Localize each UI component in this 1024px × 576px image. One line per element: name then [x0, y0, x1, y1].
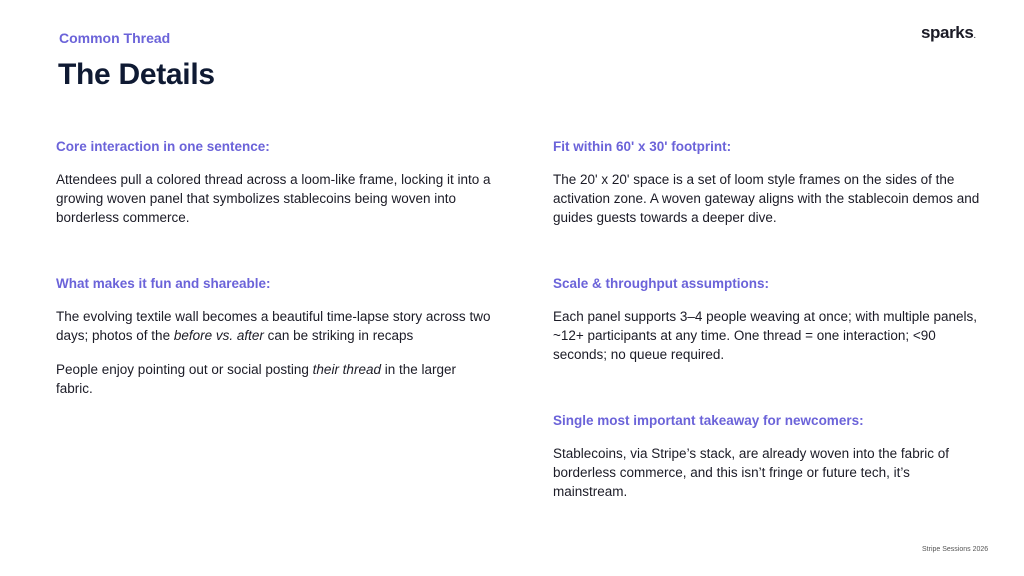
sparks-logo: [921, 23, 976, 43]
text-emphasis: before vs. after: [173, 328, 264, 343]
section-text: Stablecoins, via Stripe’s stack, are already woven into the fabric of borderless commerce, and this isn’t fringe or future tech, it’s mainstream.: [553, 446, 949, 499]
page-title: The Details: [58, 58, 215, 91]
logo-mark: .: [973, 30, 977, 41]
section-text: The 20' x 20' space is a set of loom style frames on the sides of the activation zone. A woven gateway aligns with the stablecoin demos and guides guests towards a deeper dive.: [553, 172, 980, 225]
text-run: in the larger fabric.: [56, 362, 457, 396]
text-emphasis: their thread: [312, 362, 381, 377]
text-run: People enjoy pointing out or social posting: [56, 362, 313, 377]
section-heading: Core interaction in one sentence:: [56, 139, 270, 154]
eyebrow-label: Common Thread: [59, 30, 171, 46]
logo-text: sparks: [921, 23, 974, 42]
section-text: Attendees pull a colored thread across a loom-like frame, locking it into a growing woven panel that symbolizes stablecoins being woven into borderless commerce.: [56, 172, 491, 225]
text-run: can be striking in recaps: [263, 328, 414, 343]
footer-label: Stripe Sessions 2026: [922, 546, 989, 553]
section-scale-throughput: [553, 276, 983, 379]
section-text: Each panel supports 3–4 people weaving at once; with multiple panels, ~12+ participants at any time. One thread = one interaction; <90 seconds; no queue required.: [553, 309, 978, 362]
text-run: The evolving textile wall becomes a beautiful time-lapse story across two days; photos of the: [56, 309, 491, 343]
section-heading: Single most important takeaway for newcomers:: [553, 413, 864, 428]
section-heading: Scale & throughput assumptions:: [553, 276, 770, 291]
section-heading: What makes it fun and shareable:: [56, 276, 271, 291]
section-footprint: [553, 139, 983, 242]
section-text-1: [56, 307, 496, 345]
section-heading: Fit within 60' x 30' footprint:: [553, 139, 732, 154]
section-text-2: [56, 360, 496, 398]
section-core-interaction: [56, 139, 496, 242]
section-fun-shareable: [56, 276, 496, 413]
section-takeaway: [553, 413, 983, 516]
